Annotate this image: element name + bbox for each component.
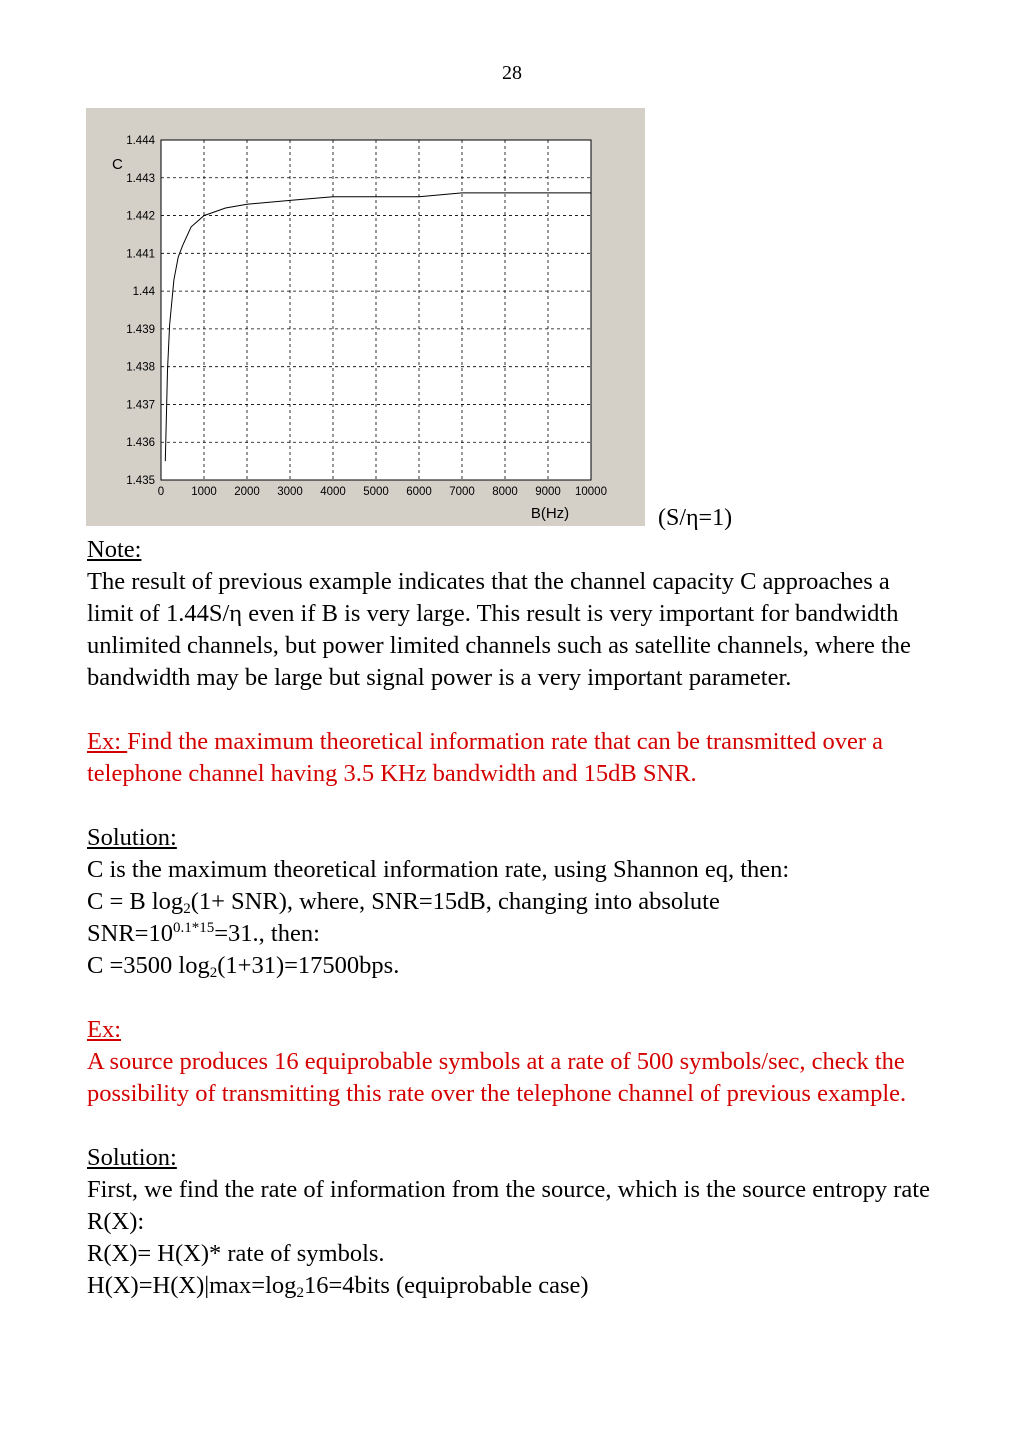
x-tick-label: 4000 — [320, 486, 346, 498]
document-body — [87, 534, 937, 1302]
solution-1-line-1: C is the maximum theoretical information rate, using Shannon eq, then: — [87, 856, 790, 883]
solution-2-line-1: First, we find the rate of information from the source, which is the source entropy rate R(X): — [87, 1176, 930, 1235]
capacity-chart — [86, 108, 645, 526]
x-tick-label: 10000 — [575, 486, 607, 498]
solution-1-line-3: $SNR=10^{0.1*15}=31$., then: — [87, 920, 320, 947]
solution-1-line-2: C = B $\log_2(1+ SNR)$, where, SNR=15dB, changing into absolute — [87, 888, 720, 917]
y-tick-label: 1.444 — [126, 135, 155, 147]
note-paragraph: The result of previous example indicates that the channel capacity C approaches a limit of 1.44S/η even if B is very large. This result is very important for bandwidth unlimited channels, but power limited channels such as satellite channels, where the bandwidth may be large but signal power is a very important parameter. — [87, 568, 911, 691]
example-2-text: A source produces 16 equiprobable symbols at a rate of 500 symbols/sec, check the possibility of transmitting this rate over the telephone channel of previous example. — [87, 1048, 907, 1107]
y-tick-label: 1.438 — [126, 361, 155, 374]
y-tick-label: 1.44 — [132, 286, 155, 299]
example-1-text: Find the maximum theoretical information rate that can be transmitted over a telephone channel having 3.5 KHz bandwidth and 15dB SNR. — [87, 728, 884, 787]
example-1 — [87, 726, 937, 790]
y-tick-label: 1.436 — [126, 437, 155, 450]
solution-1-line-4: C =3500 $\log_2(1+31)=17500bps$. — [87, 952, 400, 981]
note-heading: Note: — [87, 536, 142, 563]
x-tick-label: 6000 — [406, 486, 432, 498]
x-tick-label: 1000 — [191, 486, 217, 498]
x-tick-label: 7000 — [449, 486, 475, 498]
y-tick-label: 1.439 — [126, 323, 155, 336]
x-tick-label: 0 — [157, 486, 165, 498]
solution-1-heading: Solution: — [87, 824, 177, 851]
example-1-label: Ex: — [87, 728, 128, 755]
x-tick-label: 5000 — [363, 486, 389, 498]
example-2-label: Ex: — [87, 1016, 122, 1043]
solution-2-line-2: R(X)= H(X)* rate of symbols. — [87, 1240, 385, 1267]
y-tick-label: 1.442 — [126, 210, 155, 223]
x-axis-label: B(Hz) — [530, 505, 570, 522]
y-tick-label: 1.441 — [126, 248, 155, 261]
y-tick-label: 1.437 — [126, 399, 155, 412]
y-tick-label: 1.435 — [126, 475, 155, 487]
solution-2-heading: Solution: — [87, 1144, 177, 1171]
figure-caption: (S/η=1) — [658, 505, 733, 531]
y-tick-label: 1.443 — [126, 172, 155, 185]
page-number: 28 — [502, 62, 522, 84]
x-tick-label: 3000 — [277, 486, 303, 498]
capacity-figure — [86, 108, 645, 526]
solution-2-line-3: $H(X)=H(X)|\max=\log_216=4bits$ (equiprobable case) — [87, 1272, 589, 1301]
x-tick-label: 8000 — [492, 486, 518, 498]
y-axis-label: C — [112, 156, 123, 173]
x-tick-label: 9000 — [535, 486, 561, 498]
x-tick-label: 2000 — [234, 486, 260, 498]
